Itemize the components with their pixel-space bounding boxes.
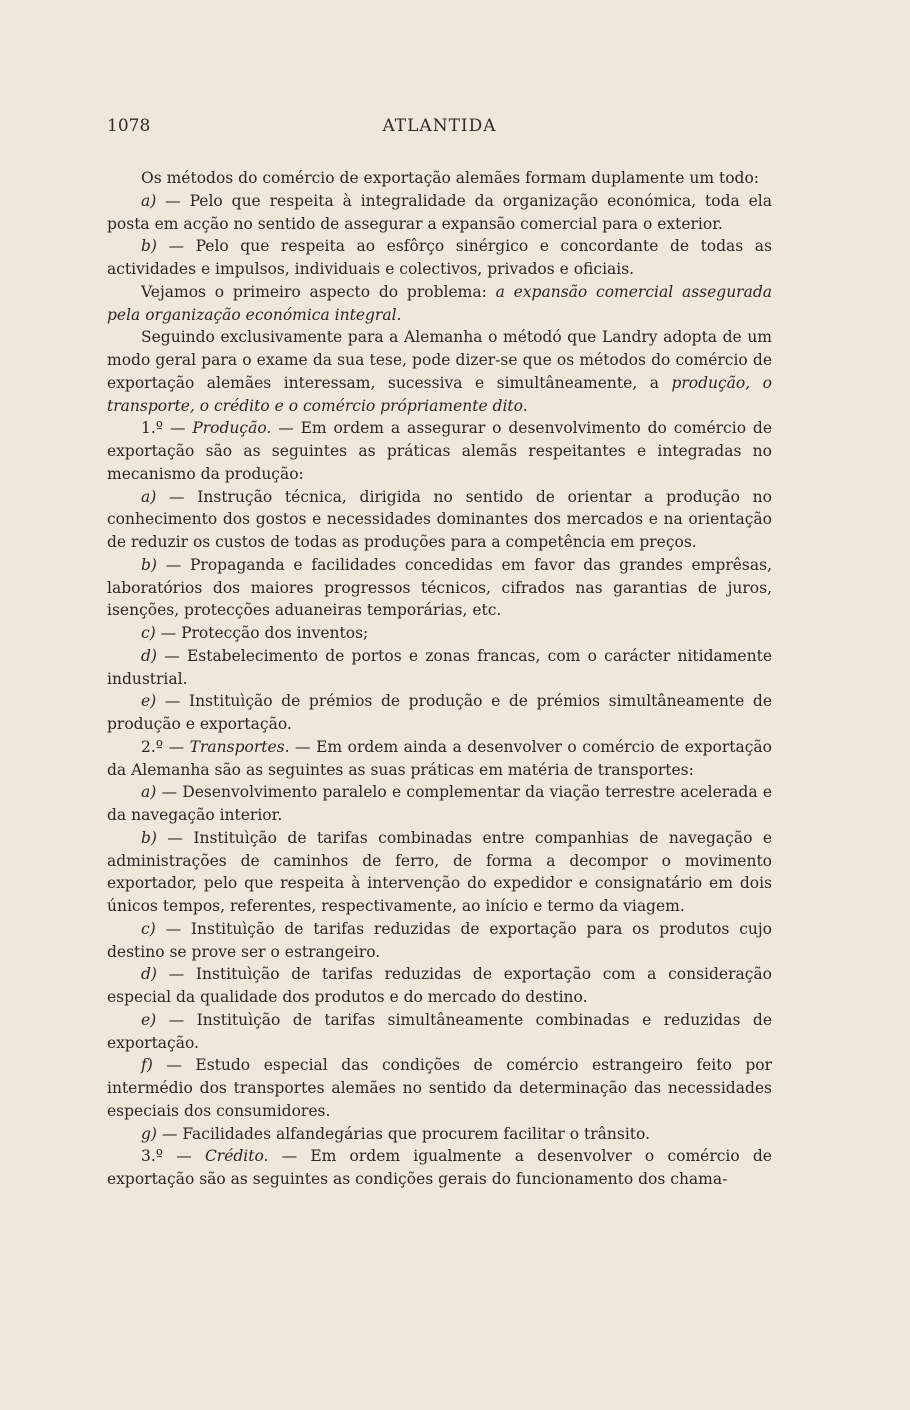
item-text: — Facilidades alfandegárias que procurem facilitar o trânsito. [156, 1124, 651, 1143]
item-label: c) [141, 919, 156, 938]
section-text: — Em ordem igualmente a desenvolver o comércio de exportação são as seguintes as condições gerais do funcionamento dos chama- [107, 1147, 772, 1188]
article-body [107, 167, 772, 1191]
item-label: g) [141, 1124, 157, 1143]
paragraph-intro: Os métodos do comércio de exportação alemães formam duplamente um todo: [141, 169, 760, 187]
item-text: — Estudo especial das condições de comércio estrangeiro feito por intermédio dos transportes alemães no sentido da determinação das necessidades especiais dos consumidores. [107, 1056, 772, 1120]
section-transport [107, 736, 772, 782]
item-text: — Instituìção de prémios de produção e de prémios simultâneamente de produção e exportação. [107, 692, 772, 733]
item-label: c) [141, 624, 156, 642]
item-label: a) [141, 487, 157, 506]
section-number: 3.º — [141, 1147, 205, 1166]
paragraph [107, 326, 772, 417]
item-label: a) [141, 191, 157, 210]
paragraph-italic: a expansão comercial assegurada pela organização económica integral. [107, 282, 772, 324]
list-item [107, 1123, 772, 1146]
list-item [107, 781, 772, 827]
item-label: d) [141, 646, 157, 665]
item-text: — Estabelecimento de portos e zonas francas, com o carácter nitidamente industrial. [107, 646, 772, 688]
paragraph-text: Seguindo exclusivamente para a Alemanha o métodó que Landry adopta de um modo geral para o exame da sua tese, pode dizer-se que os métodos do comércio de exportação alemães interessam, sucessiva e simultâneamente, a [107, 328, 772, 392]
paragraph-italic: produção, o transporte, o crédito e o comércio própriamente dito. [107, 373, 772, 415]
item-text: — Desenvolvimento paralelo e complementar da viação terrestre acelerada e da navegação interior. [107, 783, 772, 824]
list-item [107, 622, 772, 645]
item-label: b) [141, 555, 157, 574]
item-text: — Instituìção de tarifas reduzidas de exportação com a consideração especial da qualidade dos produtos e do mercado do destino. [107, 965, 772, 1006]
item-text: — Instituìção de tarifas reduzidas de exportação para os produtos cujo destino se prove ser o estrangeiro. [107, 919, 772, 961]
item-text: — Pelo que respeita à integralidade da organização económica, toda ela posta em acção no sentido de assegurar a expansão comercial para o exterior. [107, 191, 772, 233]
item-text: — Instituìção de tarifas combinadas entre companhias de navegação e administrações de caminhos de ferro, de forma a decompor o movimento exportador, pelo que respeita à intervenção do expedidor e consignatário em dois únicos tempos, referentes, respectivamente, ao início e termo da viagem. [107, 828, 772, 915]
section-number: 2.º — [141, 737, 190, 756]
list-item [107, 690, 772, 736]
item-text: — Instituìção de tarifas simultâneamente combinadas e reduzidas de exportação. [107, 1010, 772, 1052]
section-text: — Em ordem a assegurar o desenvolvimento do comércio de exportação são as seguintes as práticas alemãs respeitantes e integradas no mecanismo da produção: [107, 419, 772, 483]
section-text: — Em ordem ainda a desenvolver o comércio de exportação da Alemanha são as seguintes as suas práticas em matéria de transportes: [107, 737, 772, 779]
item-label: d) [141, 965, 157, 984]
section-heading: Transportes. [189, 737, 290, 756]
item-text: — Pelo que respeita ao esfôrço sinérgico e concordante de todas as actividades e impulsos, individuais e colectivos, privados e oficiais. [107, 237, 772, 278]
item-text: — Instrução técnica, dirigida no sentido de orientar a produção no conhecimento dos gostos e necessidades dominantes dos mercados e na orientação de reduzir os custos de todas as produções para a competência em preços. [107, 487, 772, 551]
item-text: — Propaganda e facilidades concedidas em favor das grandes emprêsas, laboratórios dos maiores progressos técnicos, cifrados nas garantias de juros, isenções, protecções aduaneiras temporárias, etc. [107, 555, 772, 620]
section-credit [107, 1145, 772, 1191]
section-heading: Produção. [192, 419, 272, 438]
paragraph-text: Vejamos o primeiro aspecto do problema: [141, 282, 496, 301]
item-label: e) [141, 692, 157, 711]
section-heading: Crédito. [204, 1147, 269, 1166]
item-label: a) [141, 783, 157, 802]
list-item [107, 235, 772, 281]
item-label: b) [141, 237, 157, 256]
list-item [107, 1054, 772, 1122]
paragraph [107, 281, 772, 327]
running-header [107, 116, 772, 140]
item-label: e) [141, 1010, 157, 1029]
list-item [107, 827, 772, 918]
journal-title: ATLANTIDA [382, 116, 497, 136]
item-label: b) [141, 828, 157, 847]
item-label: f) [141, 1056, 153, 1075]
list-item [107, 554, 772, 622]
list-item [107, 486, 772, 554]
list-item [107, 918, 772, 964]
item-text: — Protecção dos inventos; [155, 624, 369, 642]
section-production [107, 417, 772, 485]
section-number: 1.º — [141, 419, 193, 438]
list-item [107, 645, 772, 691]
list-item [107, 963, 772, 1009]
list-item [107, 1009, 772, 1055]
list-item [107, 190, 772, 236]
page-number: 1078 [107, 116, 151, 136]
